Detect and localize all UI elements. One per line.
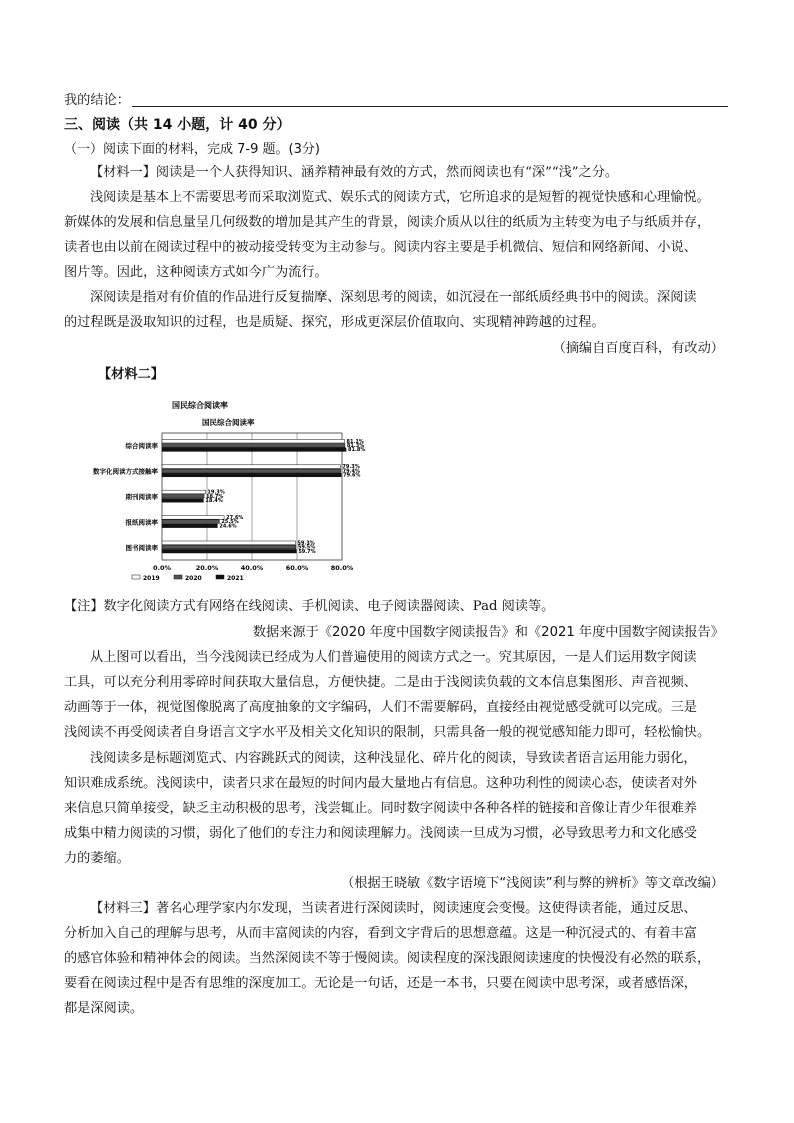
material3-line: 【材料三】著名心理学家内尔发现，当读者进行深阅读时，阅读速度会变慢。这使得读者能，通过反思、	[90, 901, 697, 916]
chart-bar-2021	[162, 448, 346, 452]
chart-x-tick-label: 0.0%	[152, 564, 172, 572]
chart-bar-2020	[162, 469, 341, 473]
chart-bar-2019	[162, 516, 224, 520]
chart-category-label: 综合阅读率	[125, 442, 158, 451]
chart-bar-2021	[162, 499, 203, 503]
chart-data-label: 81.8%	[348, 447, 366, 454]
chart-x-tick-label: 20.0%	[195, 564, 219, 572]
chart-data-label: 81.3%	[346, 443, 365, 449]
chart-data-label: 81.1%	[346, 438, 364, 445]
material2-line: 浅阅读多是标题浏览式、内容跳跃式的阅读，这种浅显化、碎片化的阅读，导致读者语言运用能力弱化，	[90, 751, 697, 766]
material3-line: 要看在阅读过程中是否有思维的深度加工。无论是一句话，还是一本书，只要在阅读中思考深，或者感悟深，	[64, 976, 697, 991]
chart-category-label: 报纸阅读率	[125, 518, 158, 527]
reading-rate-chart	[62, 395, 366, 590]
conclusion-label: 我的结论：	[64, 93, 130, 108]
material2-line: 从上图可以看出，当今浅阅读已经成为人们普遍使用的阅读方式之一。究其原因，一是人们运用数字阅读	[90, 650, 697, 665]
chart-legend-label: 2021	[227, 575, 244, 582]
material2-line: 浅阅读不再受阅读者自身语言文字水平及相关文化知识的限制，只需具备一般的视觉感知能力即可，轻松愉快。	[64, 725, 711, 740]
chart-category-label: 期刊阅读率	[125, 493, 158, 501]
chart-x-tick-label: 40.0%	[240, 564, 264, 572]
material1-line: 深阅读是指对有价值的作品进行反复揣摩、深刻思考的阅读，如沉浸在一部纸质经典书中的阅读。深阅读	[90, 290, 697, 305]
material2-line: 来信息只简单接受，缺乏主动积极的思考，浅尝辄止。同时数字阅读中各种各样的链接和音像让青少年很难养	[64, 801, 697, 816]
chart-data-label: 79.6%	[343, 472, 361, 479]
material3-line: 分析加入自己的理解与思考，从而丰富阅读的内容，看到文字背后的思想意蕴。这是一种沉浸式的、有着丰富	[64, 926, 697, 941]
chart-bar-2021	[162, 549, 296, 553]
chart-x-tick-label: 80.0%	[330, 564, 354, 572]
chart-data-label: 79.3%	[342, 464, 360, 471]
chart-note: 【注】数字化阅读方式有网络在线阅读、手机阅读、电子阅读器阅读、Pad 阅读等。	[64, 599, 555, 614]
chart-bar-2019	[162, 465, 340, 469]
material2-label: 【材料二】	[98, 367, 164, 382]
chart-bar-2020	[162, 520, 219, 524]
chart-bar-2020	[162, 444, 345, 448]
conclusion-answer-line[interactable]	[132, 106, 728, 107]
material2-line: 成集中精力阅读的习惯，弱化了他们的专注力和阅读理解力。浅阅读一旦成为习惯，必导致思考力和文化感受	[64, 826, 697, 841]
material1-line: 【材料一】阅读是一个人获得知识、涵养精神最有效的方式，然而阅读也有“深”“浅”之分。	[90, 165, 619, 180]
material1-line: 读者也由以前在阅读过程中的被动接受转变为主动参与。阅读内容主要是手机微信、短信和网络新闻、小说、	[64, 240, 697, 255]
chart-data-source: 数据来源于《2020 年度中国数字阅读报告》和《2021 年度中国数字阅读报告》	[252, 625, 724, 640]
material2-adapted-source: （根据王晓敏《数字语境下“浅阅读”利与弊的辨析》等文章改编）	[341, 876, 724, 891]
chart-legend-swatch	[174, 575, 182, 579]
chart-bar-2021	[162, 524, 217, 528]
chart-data-label: 59.3%	[297, 540, 315, 547]
chart-data-label: 18.7%	[206, 493, 224, 500]
chart-category-label: 数字化阅读方式接触率	[93, 467, 158, 476]
chart-data-label: 25.5%	[221, 519, 239, 526]
chart-data-label: 27.6%	[226, 515, 244, 521]
material1-line: 的过程既是汲取知识的过程，也是质疑、探究，形成更深层价值取向、实现精神跨越的过程。	[64, 315, 605, 330]
material3-line: 都是深阅读。	[64, 1001, 144, 1016]
material2-line: 力的萎缩。	[64, 851, 130, 866]
chart-bar-2021	[162, 473, 341, 477]
chart-legend-label: 2020	[185, 575, 202, 582]
chart-bar-2019	[162, 541, 295, 545]
chart-data-label: 79.4%	[342, 468, 361, 475]
chart-title: 国民综合阅读率	[172, 401, 228, 410]
part1-instruction: （一）阅读下面的材料，完成 7-9 题。(3分)	[64, 142, 320, 157]
chart-category-label: 图书阅读率	[125, 543, 158, 552]
chart-bar-2019	[162, 439, 344, 443]
chart-data-label: 59.7%	[298, 548, 316, 555]
chart-data-label: 19.3%	[207, 489, 225, 496]
chart-data-label: 24.6%	[219, 523, 237, 530]
material3-line: 的感官体验和精神体会的阅读。当然深阅读不等于慢阅读。阅读程度的深浅跟阅读速度的快慢没有必然的联系，	[64, 951, 711, 966]
chart-x-tick-label: 60.0%	[285, 564, 309, 572]
chart-data-label: 59.5%	[297, 544, 316, 551]
chart-legend-label: 2019	[143, 575, 160, 582]
chart-data-label: 18.4%	[205, 498, 223, 504]
chart-bar-2020	[162, 494, 204, 498]
chart-bar-2020	[162, 545, 296, 549]
material1-line: 浅阅读是基本上不需要思考而采取浏览式、娱乐式的阅读方式，它所追求的是短暂的视觉快感和心理愉悦。	[90, 190, 710, 205]
material2-line: 工具，可以充分利用零碎时间获取大量信息，方便快捷。二是由于浅阅读负载的文本信息集图形、声音视频、	[64, 675, 697, 690]
material2-line: 动画等于一体，视觉图像脱离了高度抽象的文字编码，人们不需要解码，直接经由视觉感受就可以完成。三是	[64, 700, 697, 715]
chart-subtitle: 国民综合阅读率	[202, 418, 255, 427]
material2-line: 知识难成系统。浅阅读中，读者只求在最短的时间内最大量地占有信息。这种功利性的阅读心态，使读者对外	[64, 776, 697, 791]
chart-legend-swatch	[216, 575, 224, 579]
material1-source: （摘编自百度百科，有改动）	[552, 341, 724, 356]
chart-bar-2019	[162, 490, 205, 494]
material1-line: 图片等。因此，这种阅读方式如今广为流行。	[64, 265, 328, 280]
section-title: 三、阅读（共 14 小题，计 40 分）	[64, 117, 291, 133]
chart-legend-swatch	[132, 575, 140, 579]
material1-line: 新媒体的发展和信息量呈几何级数的增加是其产生的背景，阅读介质从以往的纸质为主转变为电子与纸质并存，	[64, 215, 711, 230]
